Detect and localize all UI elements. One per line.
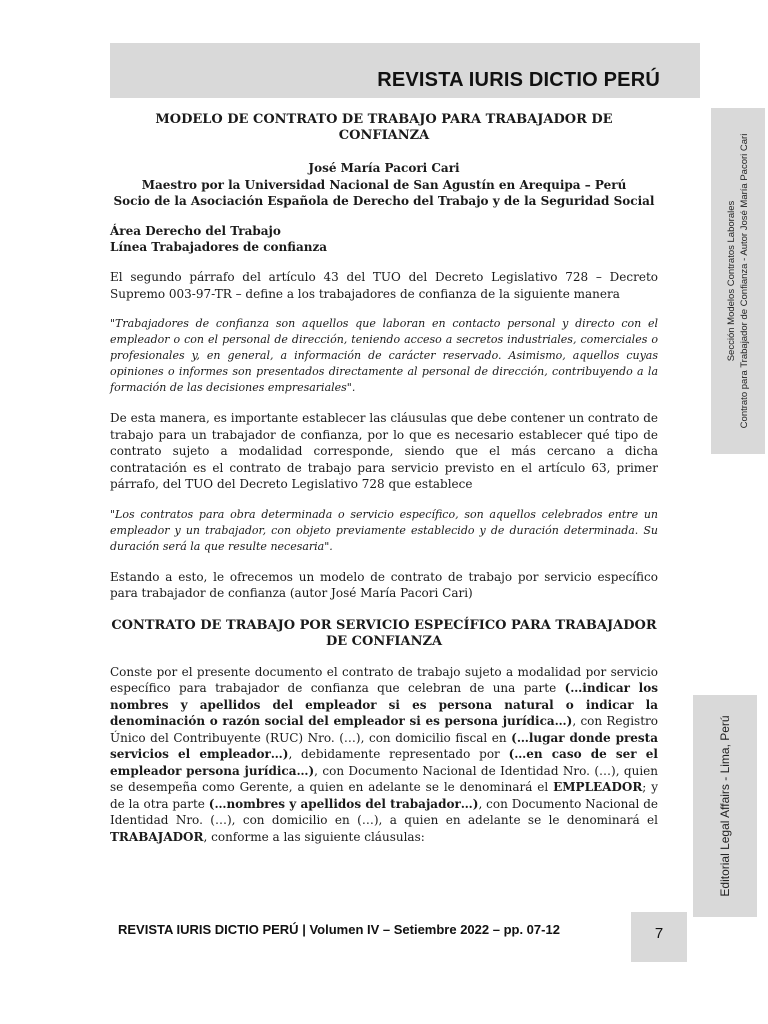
paragraph-offer: Estando a esto, le ofrecemos un modelo de contrato de trabajo por servicio específico para trabajador de confianza (autor José María Pacori Cari): [110, 569, 658, 600]
side-tab-publisher: [693, 695, 757, 917]
paragraph-intro: El segundo párrafo del artículo 43 del TUO del Decreto Legislativo 728 – Decreto Supremo 003-97-TR – define a los trabajadores de confianza de la siguiente manera: [110, 270, 658, 301]
footer-volume: Volumen IV – Setiembre 2022 – pp. 07-12: [309, 922, 560, 937]
contract-bold-1: (…indicar los nombres y apellidos del empleador si es persona natural o indicar la denominación o razón social del empleador si es persona jurídica…): [110, 681, 659, 728]
author-affiliation-1: Maestro por la Universidad Nacional de San Agustín en Arequipa – Perú: [141, 178, 627, 192]
contract-paragraph: [110, 664, 658, 846]
side-tab-section: [711, 108, 765, 454]
contract-text-2: , con Registro Único del Contribuyente (RUC) Nro. (…), con domicilio fiscal en: [110, 714, 658, 745]
contract-bold-3: (…en caso de ser el empleador persona jurídica…): [110, 747, 658, 778]
page-number: 7: [654, 925, 664, 942]
contract-bold-5: (…nombres y apellidos del trabajador…): [208, 796, 479, 811]
contract-title: CONTRATO DE TRABAJO POR SERVICIO ESPECÍFICO PARA TRABAJADOR DE CONFIANZA: [111, 617, 657, 649]
contract-text-5: ; y de la otra parte: [110, 780, 659, 811]
contract-bold-employer: EMPLEADOR: [553, 780, 643, 794]
side-tab-publisher-text: Editorial Legal Affairs - Lima, Perú: [718, 715, 732, 897]
author-name: José María Pacori Cari: [308, 161, 460, 175]
journal-header-title: REVISTA IURIS DICTIO PERÚ: [377, 69, 660, 91]
quote-article-43: "Trabajadores de confianza son aquellos que laboran en contacto personal y directo con el empleador o con el personal de dirección, teniendo acceso a secretos industriales, comerciales o profesionales y, en general, a información de carácter reservado. Asimismo, aquellos cuyas opiniones o informes son presentados directamente al personal de dirección, contribuyendo a la formación de las decisiones empresariales".: [110, 317, 658, 394]
contract-text-3: , debidamente representado por: [288, 747, 509, 761]
contract-bold-worker: TRABAJADOR: [110, 829, 204, 844]
article-body: [110, 112, 658, 845]
article-title: MODELO DE CONTRATO DE TRABAJO PARA TRABAJADOR DE CONFIANZA: [155, 112, 613, 143]
area-line-1: Área Derecho del Trabajo: [110, 224, 281, 238]
page-number-box: [631, 912, 687, 962]
header-band: [110, 43, 700, 98]
side-tab-section-text: [725, 134, 751, 429]
quote-article-63: "Los contratos para obra determinada o servicio específico, son aquellos celebrados entre un empleador y un trabajador, con objeto previamente establecido y de duración determinada. Su duración será la que resulte necesaria".: [110, 507, 658, 553]
side-tab-line-2: Contrato para Trabajador de Confianza - Autor José María Pacori Cari: [739, 133, 750, 429]
contract-text-6: , con Documento Nacional de Identidad Nro. (…), con domicilio en (…), a quien en adelante se le denominará el: [110, 796, 659, 827]
footer-separator: |: [298, 922, 310, 937]
contract-text-4: , con Documento Nacional de Identidad Nro. (…), quien se desempeña como Gerente, a quien en adelante se le denominará el: [110, 763, 658, 794]
area-line-2: Línea Trabajadores de confianza: [110, 240, 328, 254]
side-tab-line-1: Sección Modelos Contratos Laborales: [726, 200, 737, 362]
author-affiliation-2: Socio de la Asociación Española de Derecho del Trabajo y de la Seguridad Social: [113, 194, 655, 208]
subject-area: [110, 223, 658, 255]
page-footer: [118, 922, 560, 937]
paragraph-contract-type: De esta manera, es importante establecer las cláusulas que debe contener un contrato de trabajo para un trabajador de confianza, por lo que es necesario establecer qué tipo de contrato sujeto a modalidad corresponde, siendo que el más cercano a dicha contratación es el contrato de trabajo para servicio previsto en el artículo 63, primer párrafo, del TUO del Decreto Legislativo 728 que establece: [110, 411, 658, 491]
footer-journal: REVISTA IURIS DICTIO PERÚ: [118, 922, 299, 937]
contract-bold-2: (…lugar donde presta servicios el empleador…): [110, 730, 659, 761]
contract-text-7: , conforme a las siguiente cláusulas:: [203, 829, 425, 844]
contract-text-1: Conste por el presente documento el contrato de trabajo sujeto a modalidad por servicio específico para trabajador de confianza que celebran de una parte: [110, 664, 658, 695]
